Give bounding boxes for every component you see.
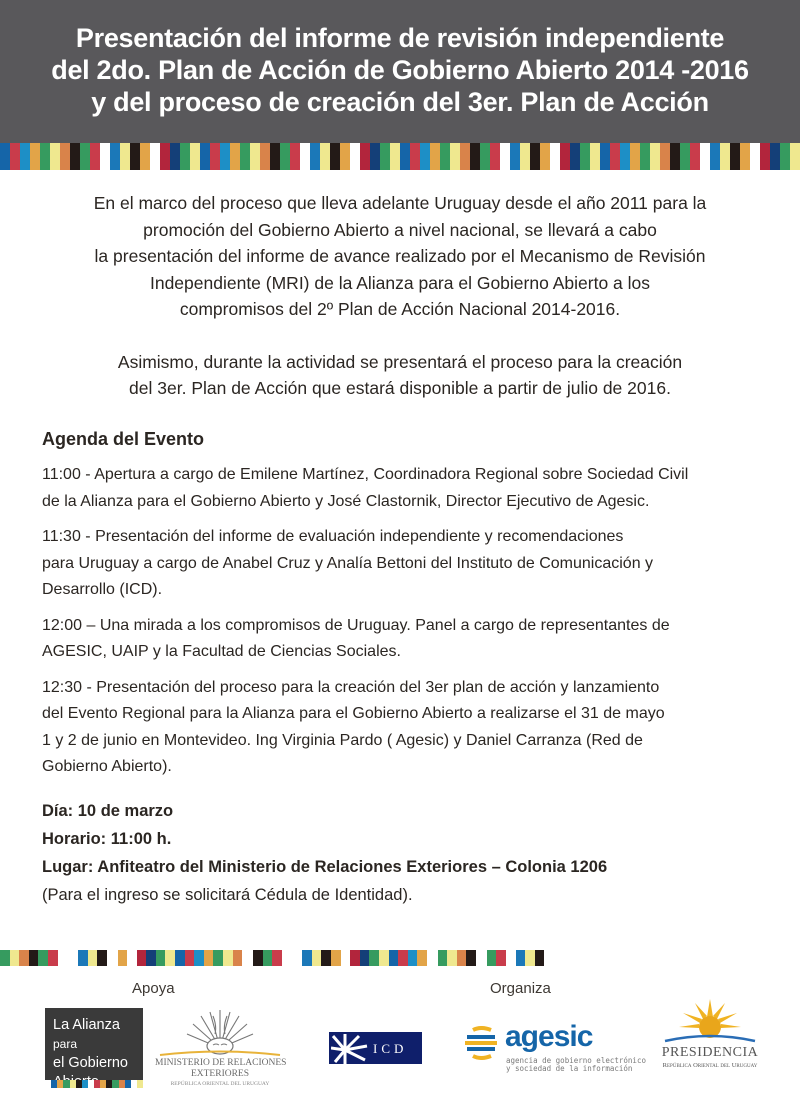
stripe-segment	[175, 950, 185, 966]
stripe-segment	[380, 143, 390, 170]
stripe-segment	[213, 950, 223, 966]
stripe-segment	[130, 143, 140, 170]
agenda-line: 12:00 – Una mirada a los compromisos de Uruguay. Panel a cargo de representantes de	[42, 616, 670, 634]
stripe-segment	[550, 143, 560, 170]
stripe-segment	[185, 950, 195, 966]
stripe-segment	[360, 950, 370, 966]
stripe-segment	[110, 143, 120, 170]
event-time: Horario: 11:00 h.	[42, 830, 172, 848]
stripe-segment	[466, 950, 476, 966]
agenda-line: 11:00 - Apertura a cargo de Emilene Martínez, Coordinadora Regional sobre Sociedad Civil	[42, 466, 689, 483]
title-line: y del proceso de creación del 3er. Plan de Acción	[91, 87, 709, 117]
stripe-segment	[190, 143, 200, 170]
stripe-segment	[490, 143, 500, 170]
stripe-segment	[10, 143, 20, 170]
intro-line: Independiente (MRI) de la Alianza para el Gobierno Abierto a los	[149, 272, 651, 293]
sun-of-may-icon	[645, 995, 775, 1045]
alianza-line2: el Gobierno	[53, 1055, 128, 1071]
stripe-segment	[750, 143, 760, 170]
starburst-icon	[331, 1032, 371, 1064]
stripe-segment	[430, 143, 440, 170]
agenda-item	[42, 675, 782, 781]
stripe-segment	[100, 143, 110, 170]
agenda-line: 11:30 - Presentación del informe de evaluación independiente y recomendaciones	[42, 528, 624, 545]
stripe-segment	[70, 143, 80, 170]
stripe-segment	[331, 950, 341, 966]
stripe-segment	[321, 950, 331, 966]
stripe-segment	[440, 143, 450, 170]
stripe-segment	[650, 143, 660, 170]
stripe-segment	[457, 950, 467, 966]
stripe-segment	[118, 950, 128, 966]
agenda-list	[42, 462, 782, 790]
stripe-segment	[350, 950, 360, 966]
intro-line: En el marco del proceso que lleva adelante Uruguay desde el año 2011 para la	[93, 193, 707, 213]
stripe-segment	[280, 143, 290, 170]
stripe-segment	[480, 143, 490, 170]
stripe-segment	[282, 950, 292, 966]
event-place: Lugar: Anfiteatro del Ministerio de Relaciones Exteriores – Colonia 1206	[42, 858, 608, 876]
alianza-line1-small: para	[53, 1037, 78, 1051]
stripe-segment	[220, 143, 230, 170]
stripe-segment	[19, 950, 29, 966]
stripe-segment	[80, 143, 90, 170]
intro-text	[20, 190, 780, 402]
stripe-segment	[140, 143, 150, 170]
stripe-segment	[160, 143, 170, 170]
event-note: (Para el ingreso se solicitará Cédula de Identidad).	[42, 886, 413, 904]
icd-logo	[329, 1032, 422, 1064]
stripe-segment	[156, 950, 166, 966]
stripe-segment	[48, 950, 58, 966]
stripe-segment	[670, 143, 680, 170]
stripe-segment	[660, 143, 670, 170]
agenda-heading: Agenda del Evento	[42, 429, 205, 449]
stripe-segment	[310, 143, 320, 170]
stripe-segment	[150, 143, 160, 170]
stripe-segment	[535, 950, 545, 966]
alianza-bar-segment	[137, 1080, 143, 1088]
agenda-line: del Evento Regional para la Alianza para el Gobierno Abierto a realizarse el 31 de mayo	[42, 705, 665, 722]
stripe-segment	[360, 143, 370, 170]
stripe-segment	[270, 143, 280, 170]
agenda-line: Desarrollo (ICD).	[42, 581, 163, 598]
stripe-segment	[97, 950, 107, 966]
stripe-segment	[204, 950, 214, 966]
stripe-segment	[408, 950, 418, 966]
stripe-segment	[417, 950, 427, 966]
stripe-segment	[40, 143, 50, 170]
agenda-line: AGESIC, UAIP y la Facultad de Ciencias Sociales.	[42, 643, 401, 660]
stripe-segment	[120, 143, 130, 170]
intro-line: la presentación del informe de avance realizado por el Mecanismo de Revisión	[94, 246, 706, 266]
stripe-segment	[740, 143, 750, 170]
agenda-item	[42, 613, 782, 666]
stripe-segment	[610, 143, 620, 170]
agesic-subtitle	[506, 1057, 646, 1073]
stripe-segment	[600, 143, 610, 170]
stripe-segment	[0, 950, 10, 966]
stripe-segment	[379, 950, 389, 966]
stripe-segment	[369, 950, 379, 966]
presidencia-logo	[645, 995, 775, 1080]
stripe-segment	[29, 950, 39, 966]
agenda-line: 1 y 2 de junio en Montevideo. Ing Virginia Pardo ( Agesic) y Daniel Carranza (Red de	[42, 731, 643, 749]
agenda-line: de la Alianza para el Gobierno Abierto y José Clastornik, Director Ejecutivo de Agesic.	[42, 492, 650, 510]
stripe-segment	[170, 143, 180, 170]
mrree-line2: EXTERIORES	[190, 1069, 250, 1079]
agenda-line: Gobierno Abierto).	[42, 758, 172, 775]
header-banner	[0, 0, 800, 143]
agenda-line: para Uruguay a cargo de Anabel Cruz y Analía Bettoni del Instituto de Comunicación y	[42, 554, 654, 572]
stripe-segment	[30, 143, 40, 170]
stripe-segment	[580, 143, 590, 170]
stripe-segment	[640, 143, 650, 170]
stripe-segment	[38, 950, 48, 966]
intro-line: promoción del Gobierno Abierto a nivel nacional, se llevará a cabo	[143, 219, 657, 240]
stripe-segment	[302, 950, 312, 966]
stripe-segment	[620, 143, 630, 170]
stripe-segment	[438, 950, 448, 966]
stripe-segment	[50, 143, 60, 170]
title-line: del 2do. Plan de Acción de Gobierno Abierto 2014 -2016	[51, 55, 749, 85]
stripe-segment	[312, 950, 322, 966]
intro-line: del 3er. Plan de Acción que estará disponible a partir de julio de 2016.	[129, 378, 671, 398]
stripe-segment	[460, 143, 470, 170]
stripe-segment	[137, 950, 147, 966]
alianza-gobierno-abierto-logo	[45, 1008, 143, 1088]
stripe-segment	[194, 950, 204, 966]
ministerio-relaciones-exteriores-logo	[155, 1008, 285, 1090]
agesic-sub2: y sociedad de la información	[506, 1064, 633, 1073]
presidencia-title: PRESIDENCIA	[661, 1045, 759, 1060]
stripe-segment	[420, 143, 430, 170]
stripe-segment	[68, 950, 78, 966]
stripe-segment	[410, 143, 420, 170]
stripe-segment	[780, 143, 790, 170]
stripe-segment	[520, 143, 530, 170]
agenda-line: 12:30 - Presentación del proceso para la creación del 3er plan de acción y lanzamiento	[42, 678, 660, 696]
stripe-segment	[590, 143, 600, 170]
stripe-segment	[770, 143, 780, 170]
stripe-segment	[500, 143, 510, 170]
stripe-segment	[450, 143, 460, 170]
stripe-segment	[389, 950, 399, 966]
mrree-line1: MINISTERIO DE RELACIONES	[155, 1058, 287, 1068]
stripe-segment	[0, 143, 10, 170]
stripe-segment	[790, 143, 800, 170]
stripe-segment	[260, 143, 270, 170]
stripe-segment	[223, 950, 233, 966]
stripe-segment	[60, 143, 70, 170]
alianza-line1: La Alianza	[53, 1017, 120, 1033]
event-day: Día: 10 de marzo	[42, 802, 174, 820]
stripe-segment	[200, 143, 210, 170]
stripe-segment	[447, 950, 457, 966]
intro-line: Asimismo, durante la actividad se presentará el proceso para la creación	[117, 351, 683, 372]
mrree-line3: REPÚBLICA ORIENTAL DEL URUGUAY	[170, 1081, 270, 1087]
stripe-segment	[530, 143, 540, 170]
stripe-segment	[710, 143, 720, 170]
stripe-segment	[630, 143, 640, 170]
sun-emblem-icon	[155, 1008, 285, 1058]
stripe-segment	[506, 950, 516, 966]
stripe-segment	[516, 950, 526, 966]
stripe-segment	[340, 143, 350, 170]
alianza-color-bar	[45, 1080, 143, 1088]
presidencia-subtitle: República Oriental del Uruguay	[662, 1062, 758, 1069]
intro-line: compromisos del 2º Plan de Acción Nacional 2014-2016.	[179, 299, 621, 319]
stripe-segment	[272, 950, 282, 966]
agesic-logo	[463, 1020, 646, 1080]
decorative-stripe-bottom	[0, 950, 800, 966]
icd-text: ICD	[373, 1041, 408, 1056]
stripe-segment	[560, 143, 570, 170]
stripe-segment	[210, 143, 220, 170]
stripe-segment	[390, 143, 400, 170]
stripe-segment	[20, 143, 30, 170]
stripe-segment	[680, 143, 690, 170]
stripe-segment	[470, 143, 480, 170]
stripe-segment	[370, 143, 380, 170]
stripe-segment	[720, 143, 730, 170]
agenda-item	[42, 462, 782, 515]
stripe-segment	[400, 143, 410, 170]
stripe-segment	[341, 950, 351, 966]
page-title	[0, 22, 800, 118]
agesic-sub1: agencia de gobierno electrónico	[506, 1056, 646, 1065]
stripe-segment	[180, 143, 190, 170]
stripe-segment	[330, 143, 340, 170]
stripe-segment	[730, 143, 740, 170]
stripe-segment	[525, 950, 535, 966]
stripe-segment	[496, 950, 506, 966]
agesic-name: agesic	[505, 1020, 593, 1053]
stripe-segment	[253, 950, 263, 966]
stripe-segment	[290, 143, 300, 170]
stripe-segment	[760, 143, 770, 170]
stripe-segment	[146, 950, 156, 966]
title-line: Presentación del informe de revisión independiente	[75, 23, 725, 53]
stripe-segment	[570, 143, 580, 170]
stripe-segment	[398, 950, 408, 966]
stripe-segment	[320, 143, 330, 170]
stripe-segment	[10, 950, 20, 966]
paragraph-gap	[20, 323, 780, 349]
stripe-segment	[540, 143, 550, 170]
event-details	[42, 797, 607, 909]
agesic-globe-icon	[463, 1026, 501, 1060]
apoya-label: Apoya	[132, 980, 175, 997]
stripe-segment	[230, 143, 240, 170]
stripe-segment	[690, 143, 700, 170]
stripe-segment	[250, 143, 260, 170]
stripe-segment	[88, 950, 98, 966]
stripe-segment	[127, 950, 137, 966]
stripe-segment	[233, 950, 243, 966]
stripe-segment	[300, 143, 310, 170]
stripe-segment	[240, 143, 250, 170]
stripe-segment	[165, 950, 175, 966]
decorative-stripe-top	[0, 143, 800, 170]
stripe-segment	[350, 143, 360, 170]
stripe-segment	[78, 950, 88, 966]
organiza-label: Organiza	[490, 980, 551, 997]
stripe-segment	[510, 143, 520, 170]
stripe-segment	[487, 950, 497, 966]
stripe-segment	[263, 950, 273, 966]
stripe-segment	[700, 143, 710, 170]
agenda-item	[42, 524, 782, 604]
stripe-segment	[90, 143, 100, 170]
